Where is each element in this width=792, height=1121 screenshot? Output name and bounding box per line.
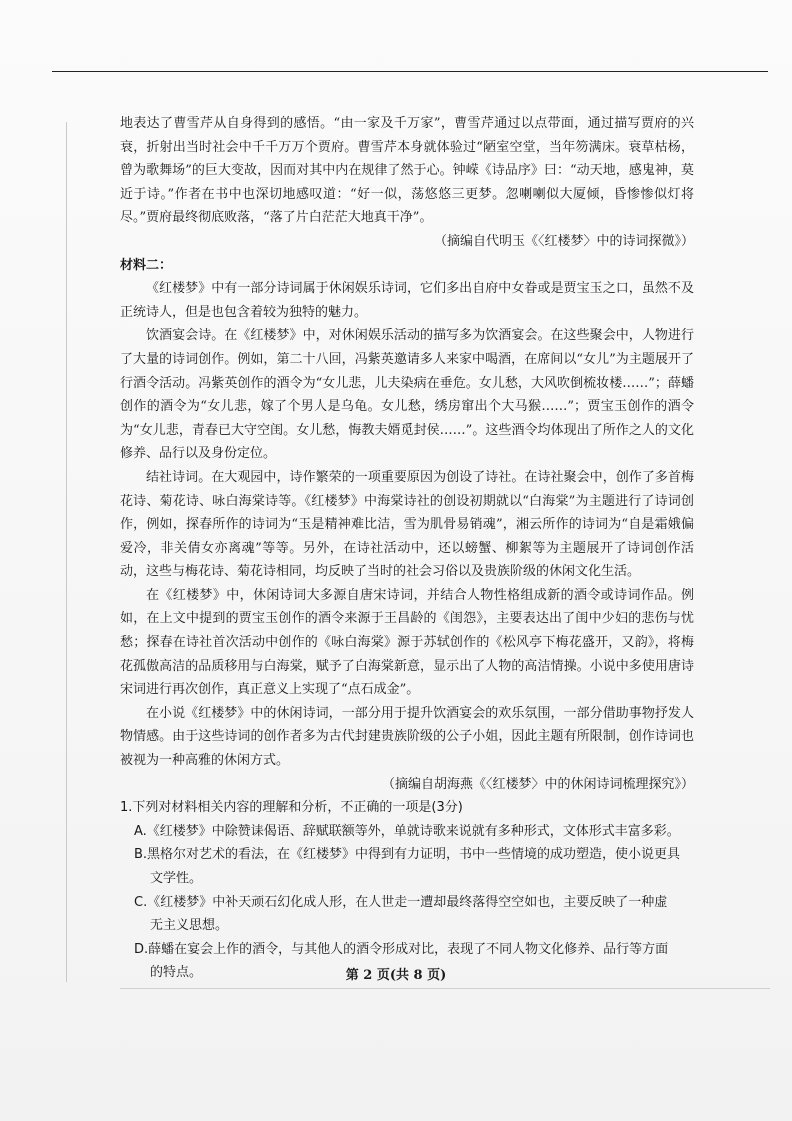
option-c[interactable]: C.《红楼梦》中补天顽石幻化成人形，在人世走一遭却最终落得空空如也，主要反映了一种虚 xyxy=(134,894,668,910)
option-b-continued: 文学性。 xyxy=(150,871,203,886)
header-rule xyxy=(52,71,768,72)
material1-tail-paragraph: 地表达了曹雪芹从自身得到的感悟。“由一家及千万家”，曹雪芹通过以点带面，通过描写贾府的兴衰，折射出当时社会中千千万万个贾府。曹雪芹本身就体验过“陋室空堂，当年笏满床。衰草枯杨，曾为歌舞场”的巨大变故，因而对其中内在规律了然于心。钟嵘《诗品序》曰：“动天地，感鬼神，莫近于诗。”作者在书中也深切地感叹道：“好一似，荡悠悠三更梦。忽喇喇似大厦倾，昏惨惨似灯将尽。”贾府最终彻底败落，“落了片白茫茫大地真干净”。 xyxy=(120,116,694,226)
material2-paragraph: 《红楼梦》中有一部分诗词属于休闲娱乐诗词，它们多出自府中女眷或是贾宝玉之口，虽然不及正统诗人，但是也包含着较为独特的魅力。 xyxy=(120,281,694,320)
material2-paragraph: 饮酒宴会诗。在《红楼梦》中，对休闲娱乐活动的描写多为饮酒宴会。在这些聚会中，人物进行了大量的诗词创作。例如，第二十八回，冯紫英邀请多人来家中喝酒，在席间以“女儿”为主题展开了行酒令活动。冯紫英创作的酒令为“女儿悲，儿夫染病在垂危。女儿愁，大风吹倒梳妆楼……”；薛蟠创作的酒令为“女儿悲，嫁了个男人是乌龟。女儿愁，绣房窜出个大马猴……”；贾宝玉创作的酒令为“女儿悲，青春已大守空闺。女儿愁，悔教夫婿觅封侯……”。这些酒令均体现出了所作之人的文化修养、品行以及身份定位。 xyxy=(120,328,694,462)
option-d-continued: 的特点。 xyxy=(150,965,203,981)
option-b[interactable]: B.黑格尔对艺术的看法，在《红楼梦》中得到有力证明，书中一些情境的成功塑造，使小说更具 xyxy=(134,847,681,863)
question-1 xyxy=(120,796,694,985)
material2-label: 材料二： xyxy=(120,257,173,273)
footer-rule xyxy=(120,988,770,989)
material2-source: （摘编自胡海燕《〈红楼梦〉中的休闲诗词梳理探究》） xyxy=(381,776,694,792)
option-c-continued: 无主义思想。 xyxy=(150,918,229,934)
binding-margin-line xyxy=(66,122,67,982)
material2-paragraph: 在《红楼梦》中，休闲诗词大多源自唐宋诗词，并结合人物性格组成新的酒令或诗词作品。例如，在上文中提到的贾宝玉创作的酒令来源于王昌龄的《闺怨》，主要表达出了闺中少妇的悲伤与忧愁；探春在诗社首次活动中创作的《咏白海棠》源于苏轼创作的《松风亭下梅花盛开，又韵》，将梅花孤傲高洁的品质移用与白海棠，赋予了白海棠新意，显示出了人物的高洁情操。小说中多使用唐诗宋词进行再次创作，真正意义上实现了“点石成金”。 xyxy=(120,587,694,698)
page-content xyxy=(120,112,694,985)
material2-paragraph: 结社诗词。在大观园中，诗作繁荣的一项重要原因为创设了诗社。在诗社聚会中，创作了多首梅花诗、菊花诗、咏白海棠诗等。《红楼梦》中海棠诗社的创设初期就以“白海棠”为主题进行了诗词创作，例如，探春所作的诗词为“玉是精神难比洁，雪为肌骨易销魂”，湘云所作的诗词为“自是霜娥偏爱冷，非关倩女亦离魂”等等。另外，在诗社活动中，还以螃蟹、柳絮等为主题展开了诗词创作活动，这些与梅花诗、菊花诗相同，均反映了当时的社会习俗以及贵族阶级的休闲文化生活。 xyxy=(120,469,694,580)
option-d[interactable]: D.薛蟠在宴会上作的酒令，与其他人的酒令形成对比，表现了不同人物文化修养、品行等方面 xyxy=(134,941,669,957)
option-a[interactable]: A.《红楼梦》中除赞诔偈语、辞赋联额等外，单就诗歌来说就有多种形式，文体形式丰富多彩。 xyxy=(134,823,680,839)
material2-paragraph: 在小说《红楼梦》中的休闲诗词，一部分用于提升饮酒宴会的欢乐氛围，一部分借助事物抒发人物情感。由于这些诗词的创作者多为古代封建贵族阶级的公子小姐，因此主题有所限制，创作诗词也被视为一种高雅的休闲方式。 xyxy=(120,705,694,769)
question-stem: 1.下列对材料相关内容的理解和分析，不正确的一项是(3分) xyxy=(120,800,463,816)
material1-source: （摘编自代明玉《〈红楼梦〉中的诗词探微》） xyxy=(433,233,694,249)
page-number: 第 2 页(共 8 页) xyxy=(345,968,447,983)
